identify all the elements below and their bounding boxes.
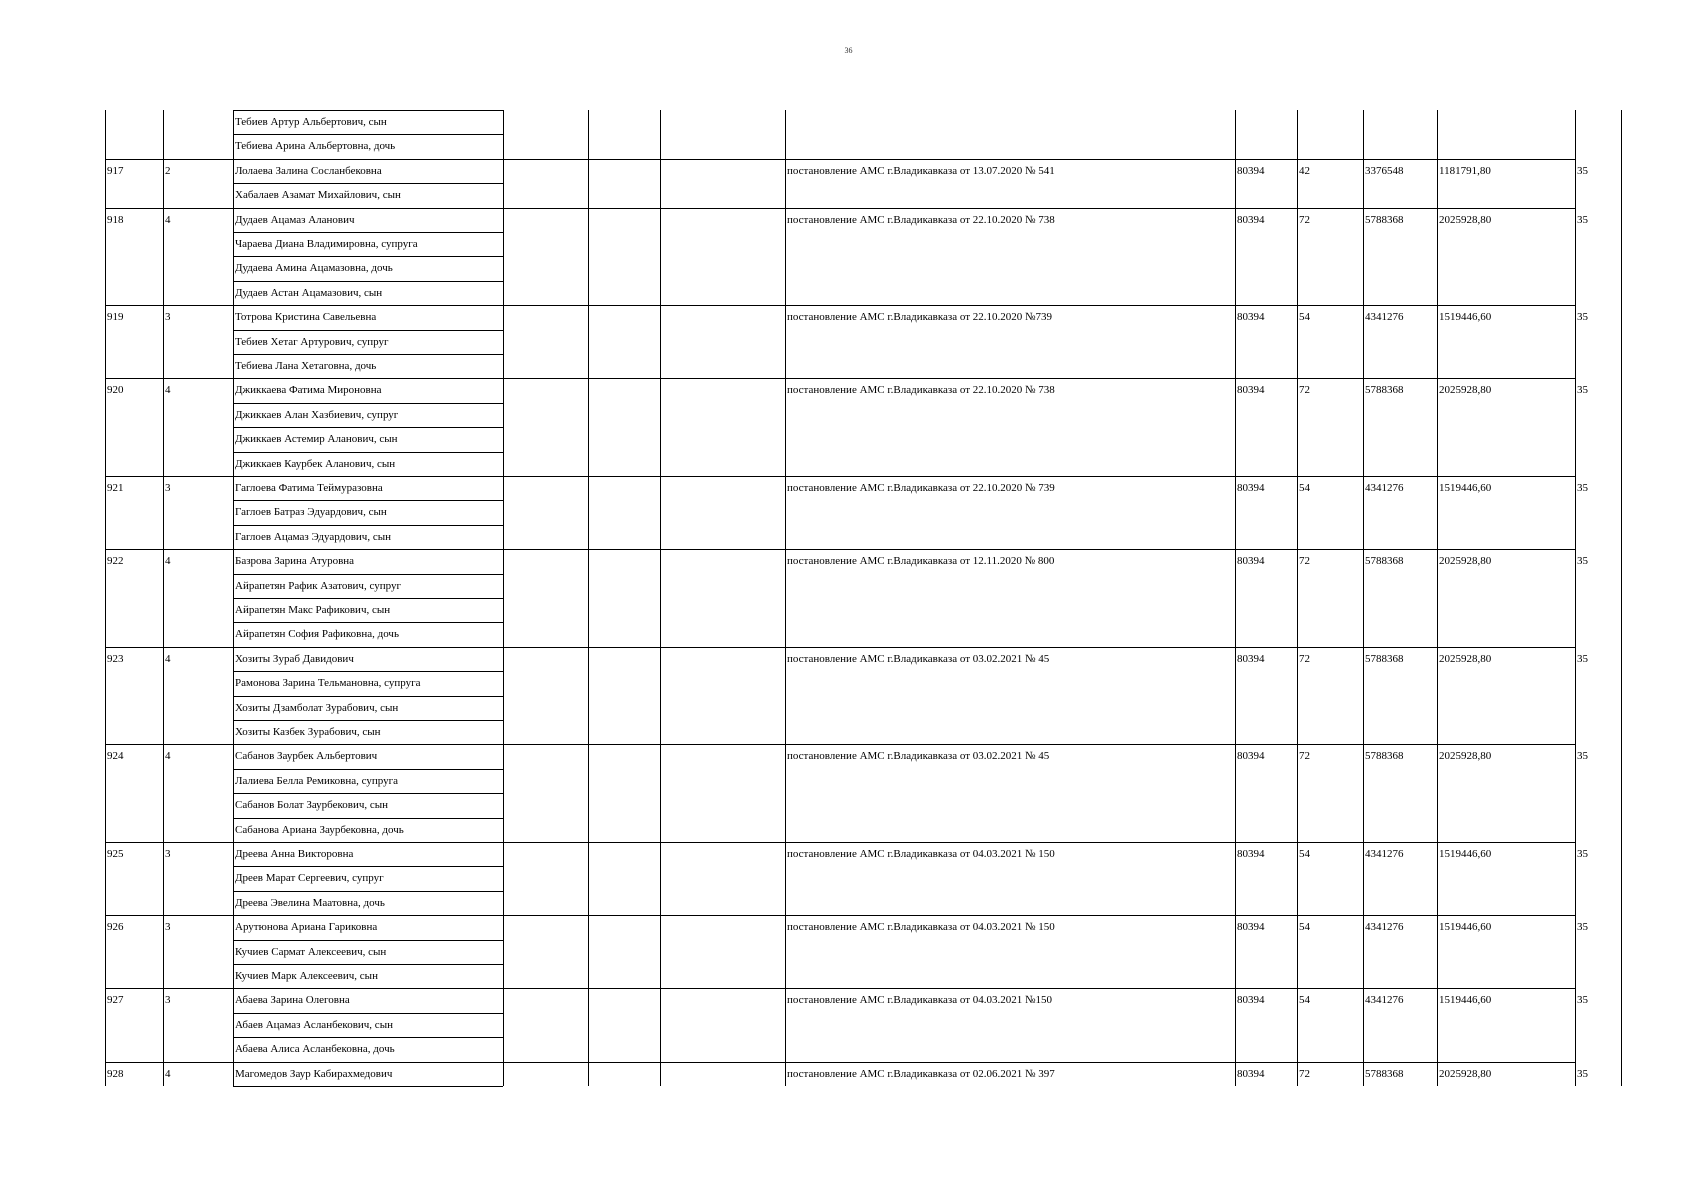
cell-c3: 4341276 bbox=[1365, 311, 1404, 324]
cell-c1: 80394 bbox=[1237, 750, 1265, 763]
cell-c5: 35 bbox=[1577, 750, 1588, 763]
family-member-name: Хозиты Дзамболат Зурабович, сын bbox=[235, 701, 399, 714]
member-border bbox=[233, 891, 503, 892]
column-border bbox=[1437, 110, 1438, 1086]
cell-c4: 1519446,60 bbox=[1439, 994, 1492, 1007]
family-member-name: Сабанова Ариана Заурбековна, дочь bbox=[235, 823, 404, 836]
row-border bbox=[105, 159, 1575, 160]
family-member-name: Айрапетян Макс Рафикович, сын bbox=[235, 604, 391, 616]
cell-c1: 80394 bbox=[1237, 652, 1265, 665]
cell-count: 4 bbox=[165, 213, 171, 226]
member-border bbox=[233, 720, 503, 721]
column-border bbox=[660, 110, 661, 1086]
cell-c1: 80394 bbox=[1237, 482, 1265, 494]
member-border bbox=[233, 427, 503, 428]
family-member-name: Абаева Алиса Асланбековна, дочь bbox=[235, 1043, 395, 1056]
cell-c1: 80394 bbox=[1237, 848, 1265, 860]
cell-c1: 80394 bbox=[1237, 164, 1265, 177]
member-border bbox=[233, 622, 503, 623]
cell-c3: 4341276 bbox=[1365, 994, 1404, 1007]
row-border bbox=[105, 842, 1575, 843]
cell-num: 925 bbox=[107, 848, 124, 860]
cell-doc: постановление АМС г.Владикавказа от 04.03.2021 №150 bbox=[787, 994, 1053, 1007]
row-border bbox=[105, 208, 1575, 209]
cell-c5: 35 bbox=[1577, 164, 1588, 177]
cell-c2: 72 bbox=[1299, 750, 1310, 763]
cell-num: 917 bbox=[107, 164, 124, 177]
column-border bbox=[163, 110, 164, 1086]
member-border bbox=[233, 452, 503, 453]
last-column-border bbox=[1621, 110, 1622, 1086]
cell-c1: 80394 bbox=[1237, 555, 1265, 568]
row-border bbox=[105, 988, 1575, 989]
cell-count: 2 bbox=[165, 164, 171, 177]
cell-count: 4 bbox=[165, 652, 171, 665]
member-border bbox=[233, 1013, 503, 1014]
member-border bbox=[233, 134, 503, 135]
family-member-name: Хозиты Зураб Давидович bbox=[235, 652, 354, 665]
cell-c4: 2025928,80 bbox=[1439, 750, 1492, 763]
family-member-name: Джиккаев Астемир Аланович, сын bbox=[235, 433, 398, 446]
row-border bbox=[105, 378, 1575, 379]
cell-c5: 35 bbox=[1577, 311, 1588, 324]
member-border bbox=[233, 256, 503, 257]
member-border bbox=[233, 598, 503, 599]
cell-c3: 5788368 bbox=[1365, 213, 1404, 226]
cell-c3: 5788368 bbox=[1365, 555, 1404, 568]
cell-doc: постановление АМС г.Владикавказа от 22.10.2020 №739 bbox=[787, 311, 1053, 324]
member-border bbox=[233, 671, 503, 672]
cell-c1: 80394 bbox=[1237, 994, 1265, 1007]
family-member-name: Дреева Анна Викторовна bbox=[235, 848, 354, 860]
row-border bbox=[105, 1062, 1575, 1063]
row-border bbox=[105, 647, 1575, 648]
column-border bbox=[1363, 110, 1364, 1086]
family-member-name: Лолаева Залина Сосланбековна bbox=[235, 164, 382, 177]
column-border bbox=[588, 110, 589, 1086]
family-member-name: Чараева Диана Владимировна, супруга bbox=[235, 238, 418, 250]
cell-doc: постановление АМС г.Владикавказа от 04.03.2021 № 150 bbox=[787, 921, 1055, 934]
cell-doc: постановление АМС г.Владикавказа от 22.10.2020 № 738 bbox=[787, 384, 1055, 397]
cell-c5: 35 bbox=[1577, 994, 1588, 1007]
cell-doc: постановление АМС г.Владикавказа от 22.10.2020 № 739 bbox=[787, 482, 1055, 494]
family-member-name: Кучиев Марк Алексеевич, сын bbox=[235, 970, 378, 982]
cell-c4: 2025928,80 bbox=[1439, 652, 1492, 665]
cell-c4: 1519446,60 bbox=[1439, 921, 1492, 934]
cell-doc: постановление АМС г.Владикавказа от 13.07.2020 № 541 bbox=[787, 164, 1055, 177]
member-border bbox=[233, 500, 503, 501]
cell-c5: 35 bbox=[1577, 213, 1588, 226]
cell-doc: постановление АМС г.Владикавказа от 22.10.2020 № 738 bbox=[787, 213, 1055, 226]
member-border bbox=[233, 769, 503, 770]
cell-doc: постановление АМС г.Владикавказа от 02.06.2021 № 397 bbox=[787, 1067, 1055, 1080]
cell-num: 926 bbox=[107, 921, 124, 934]
cell-num: 924 bbox=[107, 750, 124, 763]
cell-num: 918 bbox=[107, 213, 124, 226]
cell-c4: 2025928,80 bbox=[1439, 384, 1492, 397]
cell-c3: 5788368 bbox=[1365, 384, 1404, 397]
name-box-right-border bbox=[503, 110, 504, 1086]
cell-c1: 80394 bbox=[1237, 1067, 1265, 1080]
cell-c2: 54 bbox=[1299, 848, 1310, 860]
member-border bbox=[233, 354, 503, 355]
family-member-name: Лалиева Белла Ремиковна, супруга bbox=[235, 774, 399, 787]
cell-num: 923 bbox=[107, 652, 124, 665]
cell-c4: 1519446,60 bbox=[1439, 311, 1492, 324]
cell-doc: постановление АМС г.Владикавказа от 12.11.2020 № 800 bbox=[787, 555, 1055, 568]
cell-c4: 1181791,80 bbox=[1439, 164, 1491, 177]
family-member-name: Рамонова Зарина Тельмановна, супруга bbox=[235, 677, 421, 690]
cell-num: 921 bbox=[107, 482, 124, 494]
family-member-name: Тотрова Кристина Савельевна bbox=[235, 311, 377, 324]
family-member-name: Айрапетян Рафик Азатович, супруг bbox=[235, 579, 401, 592]
row-border bbox=[105, 476, 1575, 477]
cell-count: 4 bbox=[165, 750, 171, 763]
cell-c2: 54 bbox=[1299, 994, 1310, 1007]
cell-c1: 80394 bbox=[1237, 213, 1265, 226]
cell-count: 3 bbox=[165, 921, 171, 934]
family-member-name: Дудаев Ацамаз Аланович bbox=[235, 213, 355, 226]
family-member-name: Дреева Эвелина Маатовна, дочь bbox=[235, 896, 385, 909]
cell-c2: 54 bbox=[1299, 482, 1310, 494]
cell-c2: 72 bbox=[1299, 1067, 1310, 1080]
member-border bbox=[233, 525, 503, 526]
cell-c3: 5788368 bbox=[1365, 652, 1404, 665]
cell-c3: 4341276 bbox=[1365, 482, 1404, 494]
cell-c2: 72 bbox=[1299, 213, 1310, 226]
member-border bbox=[233, 964, 503, 965]
cell-c4: 2025928,80 bbox=[1439, 555, 1492, 568]
cell-count: 4 bbox=[165, 384, 171, 397]
cell-c2: 54 bbox=[1299, 921, 1310, 934]
cell-c4: 1519446,60 bbox=[1439, 482, 1492, 494]
cell-c5: 35 bbox=[1577, 848, 1588, 860]
cell-count: 3 bbox=[165, 994, 171, 1007]
family-member-name: Магомедов Заур Кабирахмедович bbox=[235, 1067, 393, 1080]
family-member-name: Джиккаева Фатима Мироновна bbox=[235, 384, 382, 397]
family-member-name: Гаглоева Фатима Теймуразовна bbox=[235, 482, 383, 494]
cell-count: 3 bbox=[165, 482, 171, 494]
cell-c2: 54 bbox=[1299, 311, 1310, 324]
column-border bbox=[1575, 110, 1576, 1086]
family-member-name: Арутюнова Ариана Гариковна bbox=[235, 921, 378, 934]
cell-c5: 35 bbox=[1577, 652, 1588, 665]
family-member-name: Гаглоев Ацамаз Эдуардович, сын bbox=[235, 530, 391, 543]
cell-c1: 80394 bbox=[1237, 311, 1265, 324]
family-member-name: Сабанов Заурбек Альбертович bbox=[235, 750, 378, 763]
cell-c3: 5788368 bbox=[1365, 1067, 1404, 1080]
cell-c2: 72 bbox=[1299, 384, 1310, 397]
page-number: 36 bbox=[844, 46, 853, 55]
cell-c5: 35 bbox=[1577, 921, 1588, 934]
cell-count: 4 bbox=[165, 555, 171, 568]
family-member-name: Кучиев Сармат Алексеевич, сын bbox=[235, 945, 387, 958]
name-box-top-border bbox=[233, 110, 503, 111]
cell-c3: 4341276 bbox=[1365, 921, 1404, 934]
family-member-name: Тебиева Арина Альбертовна, дочь bbox=[235, 140, 396, 153]
family-member-name: Гаглоев Батраз Эдуардович, сын bbox=[235, 506, 387, 519]
cell-c5: 35 bbox=[1577, 1067, 1588, 1080]
cell-num: 928 bbox=[107, 1067, 124, 1080]
member-border bbox=[233, 793, 503, 794]
member-border bbox=[233, 940, 503, 941]
member-border bbox=[233, 866, 503, 867]
cell-c1: 80394 bbox=[1237, 921, 1265, 934]
member-border bbox=[233, 330, 503, 331]
cell-c5: 35 bbox=[1577, 555, 1588, 568]
member-border bbox=[233, 818, 503, 819]
cell-num: 922 bbox=[107, 555, 124, 568]
cell-c2: 42 bbox=[1299, 164, 1310, 177]
cell-c2: 72 bbox=[1299, 555, 1310, 568]
family-member-name: Дреев Марат Сергеевич, супруг bbox=[235, 872, 384, 885]
cell-count: 3 bbox=[165, 311, 171, 324]
family-member-name: Хабалаев Азамат Михайлович, сын bbox=[235, 189, 401, 202]
family-member-name: Хозиты Казбек Зурабович, сын bbox=[235, 726, 381, 738]
cell-c1: 80394 bbox=[1237, 384, 1265, 397]
cell-count: 3 bbox=[165, 848, 171, 860]
family-member-name: Дудаев Астан Ацамазович, сын bbox=[235, 286, 383, 299]
member-border bbox=[233, 403, 503, 404]
cell-doc: постановление АМС г.Владикавказа от 04.03.2021 № 150 bbox=[787, 848, 1055, 860]
cell-num: 919 bbox=[107, 311, 124, 324]
row-border bbox=[105, 549, 1575, 550]
row-border bbox=[105, 915, 1575, 916]
column-border bbox=[1297, 110, 1298, 1086]
member-border bbox=[233, 232, 503, 233]
row-border bbox=[105, 744, 1575, 745]
cell-doc: постановление АМС г.Владикавказа от 03.02.2021 № 45 bbox=[787, 652, 1050, 665]
cell-c3: 3376548 bbox=[1365, 164, 1404, 177]
family-member-name: Абаев Ацамаз Асланбекович, сын bbox=[235, 1018, 393, 1031]
family-member-name: Дудаева Амина Ацамазовна, дочь bbox=[235, 262, 393, 275]
cell-c4: 2025928,80 bbox=[1439, 1067, 1492, 1080]
cell-c5: 35 bbox=[1577, 384, 1588, 397]
row-border bbox=[105, 305, 1575, 306]
cell-doc: постановление АМС г.Владикавказа от 03.02.2021 № 45 bbox=[787, 750, 1050, 763]
cell-c3: 5788368 bbox=[1365, 750, 1404, 763]
cell-num: 927 bbox=[107, 994, 124, 1007]
column-border bbox=[785, 110, 786, 1086]
column-border bbox=[1235, 110, 1236, 1086]
cell-c4: 2025928,80 bbox=[1439, 213, 1492, 226]
family-member-name: Абаева Зарина Олеговна bbox=[235, 994, 350, 1007]
cell-c5: 35 bbox=[1577, 482, 1588, 494]
family-member-name: Сабанов Болат Заурбекович, сын bbox=[235, 799, 389, 812]
cell-count: 4 bbox=[165, 1067, 171, 1080]
member-border bbox=[233, 183, 503, 184]
cell-c3: 4341276 bbox=[1365, 848, 1404, 860]
member-border bbox=[233, 281, 503, 282]
family-member-name: Тебиев Артур Альбертович, сын bbox=[235, 116, 387, 128]
family-member-name: Джиккаев Каурбек Аланович, сын bbox=[235, 457, 396, 470]
cell-c2: 72 bbox=[1299, 652, 1310, 665]
cell-c4: 1519446,60 bbox=[1439, 848, 1492, 860]
family-member-name: Джиккаев Алан Хазбиевич, супруг bbox=[235, 408, 399, 421]
member-border bbox=[233, 1037, 503, 1038]
column-border bbox=[105, 110, 106, 1086]
family-member-name: Айрапетян София Рафиковна, дочь bbox=[235, 628, 399, 641]
cell-num: 920 bbox=[107, 384, 124, 397]
family-member-name: Базрова Зарина Атуровна bbox=[235, 555, 355, 568]
name-box-bottom-border bbox=[233, 1086, 503, 1087]
family-member-name: Тебиев Хетаг Артурович, супруг bbox=[235, 335, 389, 348]
member-border bbox=[233, 696, 503, 697]
family-member-name: Тебиева Лана Хетаговна, дочь bbox=[235, 360, 377, 372]
member-border bbox=[233, 574, 503, 575]
